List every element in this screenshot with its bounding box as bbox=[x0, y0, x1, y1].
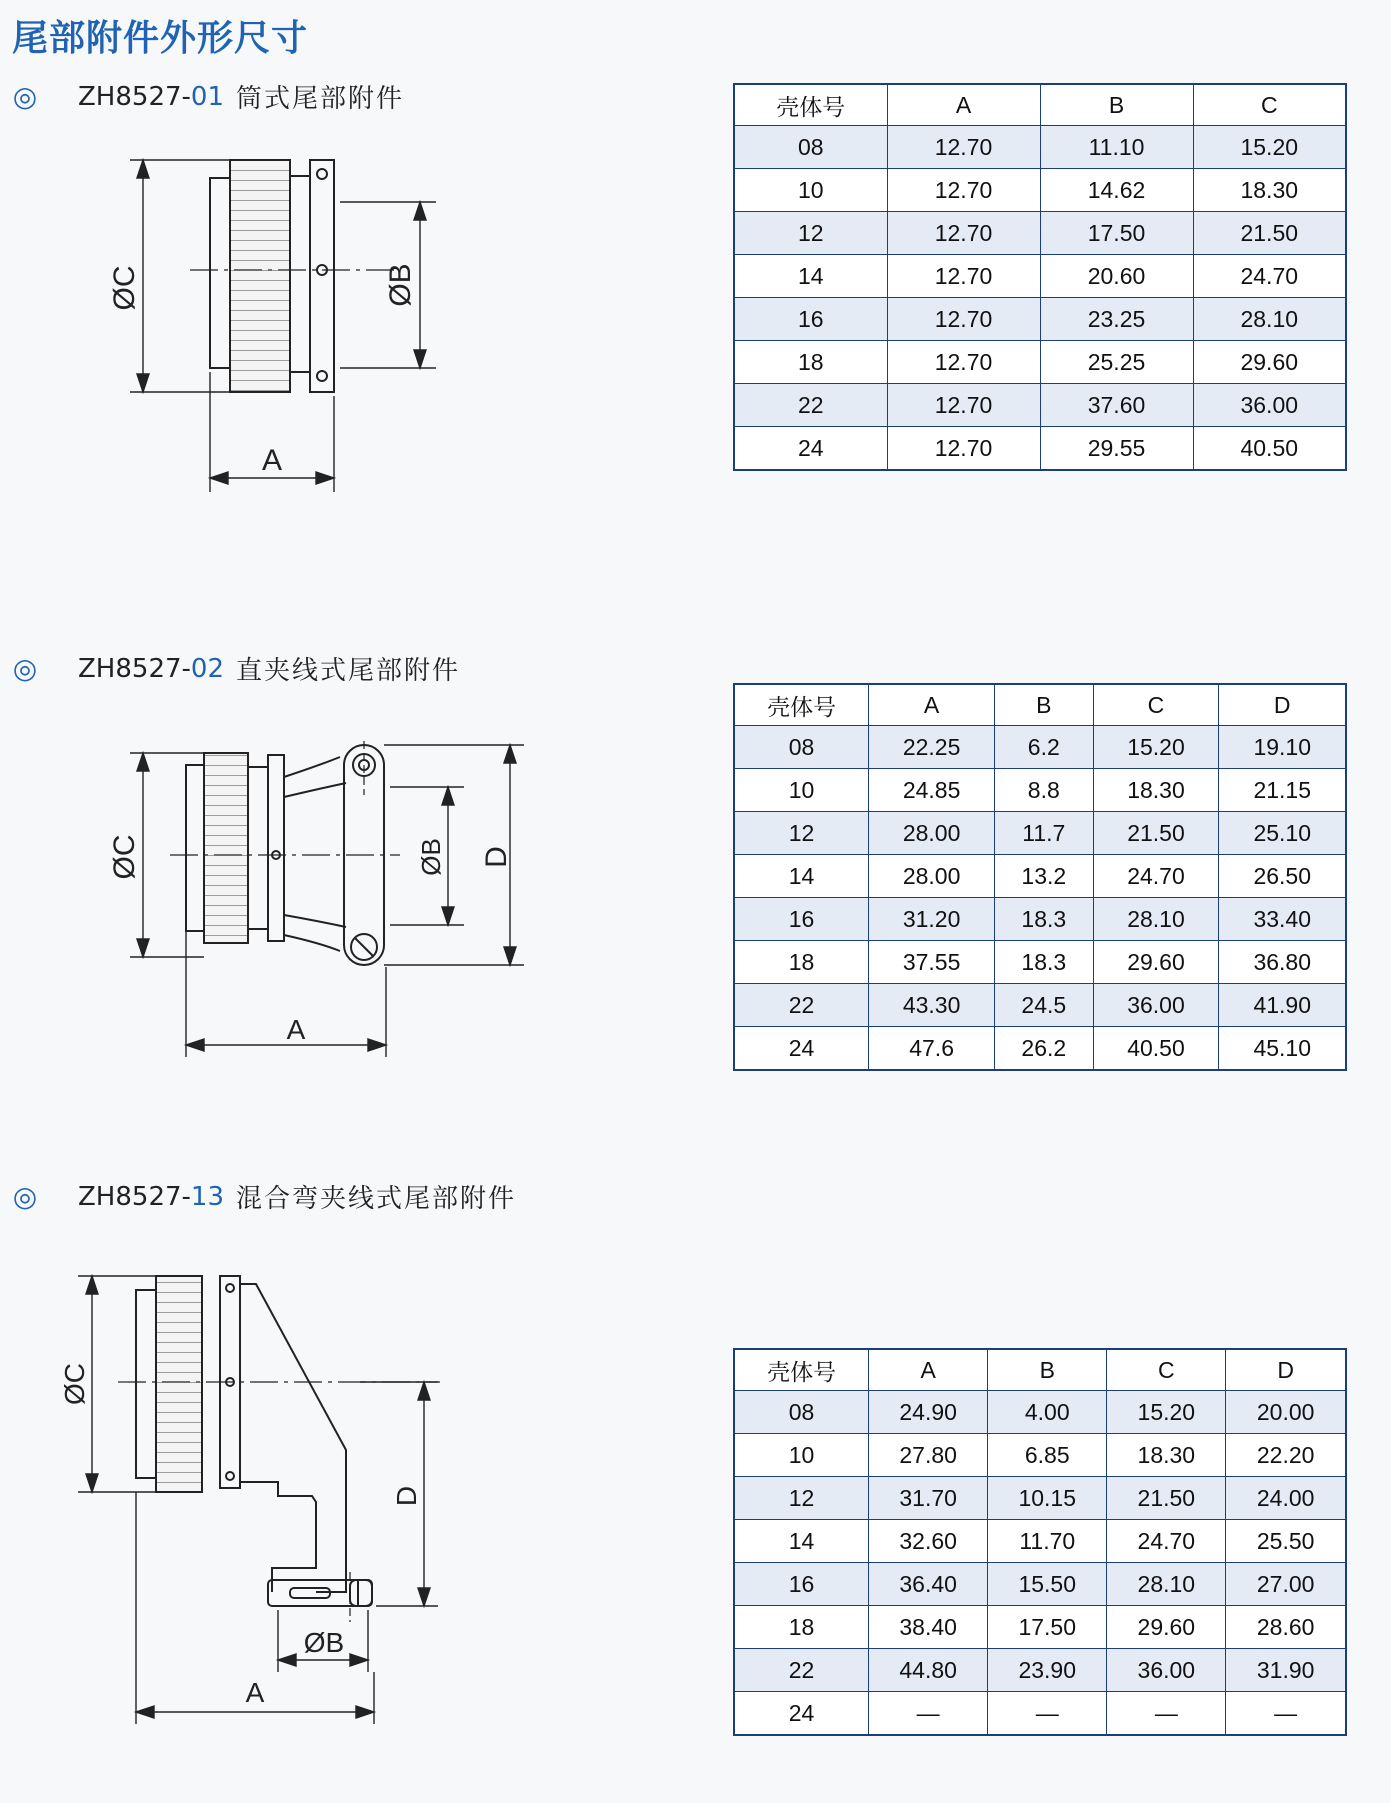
dim-label-a: A bbox=[245, 1677, 265, 1708]
column-header-c: C bbox=[1107, 1349, 1226, 1391]
dimension-cell: 19.10 bbox=[1219, 726, 1346, 769]
dimension-cell: 20.00 bbox=[1226, 1391, 1346, 1434]
dimension-cell: 12.70 bbox=[887, 298, 1040, 341]
column-header-a: A bbox=[887, 84, 1040, 126]
column-header-b: B bbox=[995, 684, 1093, 726]
dimension-cell: 10.15 bbox=[988, 1477, 1107, 1520]
section-header-01 bbox=[12, 78, 404, 115]
table-row bbox=[734, 126, 1346, 169]
section-name: 混合弯夹线式尾部附件 bbox=[236, 1184, 517, 1214]
column-header-b: B bbox=[988, 1349, 1107, 1391]
shell-size-cell: 10 bbox=[734, 1434, 869, 1477]
dimension-cell: 25.10 bbox=[1219, 812, 1346, 855]
dimension-cell: 40.50 bbox=[1193, 427, 1346, 471]
dimension-cell: 11.10 bbox=[1040, 126, 1193, 169]
shell-size-cell: 08 bbox=[734, 126, 887, 169]
dimension-table-13 bbox=[733, 1348, 1347, 1736]
dimension-cell: 15.20 bbox=[1093, 726, 1219, 769]
dimension-cell: 4.00 bbox=[988, 1391, 1107, 1434]
table-row bbox=[734, 769, 1346, 812]
dimension-cell: 36.00 bbox=[1093, 984, 1219, 1027]
dimension-cell: 36.00 bbox=[1193, 384, 1346, 427]
bullet-icon: ◎ bbox=[12, 651, 38, 685]
dim-label-c: ØC bbox=[108, 834, 141, 880]
dim-label-a: A bbox=[261, 444, 283, 477]
dim-label-b: ØB bbox=[384, 263, 417, 307]
table-row bbox=[734, 341, 1346, 384]
section-header-13 bbox=[12, 1178, 516, 1215]
table-row bbox=[734, 384, 1346, 427]
dim-label-d: D bbox=[480, 846, 513, 868]
dimension-cell: 12.70 bbox=[887, 212, 1040, 255]
section-header-02 bbox=[12, 650, 460, 687]
table-row bbox=[734, 1027, 1346, 1071]
section-name: 直夹线式尾部附件 bbox=[236, 656, 461, 686]
dimension-cell: 29.60 bbox=[1193, 341, 1346, 384]
table-row bbox=[734, 1606, 1346, 1649]
dimension-cell: 29.60 bbox=[1107, 1606, 1226, 1649]
bullet-icon: ◎ bbox=[12, 1179, 38, 1213]
table-header-row bbox=[734, 1349, 1346, 1391]
dimension-cell: 37.60 bbox=[1040, 384, 1193, 427]
dimension-cell: 24.70 bbox=[1193, 255, 1346, 298]
page-title: 尾部附件外形尺寸 bbox=[12, 18, 309, 59]
dimension-cell: 15.20 bbox=[1107, 1391, 1226, 1434]
table-row bbox=[734, 898, 1346, 941]
section-name: 筒式尾部附件 bbox=[236, 84, 405, 114]
table-row bbox=[734, 1477, 1346, 1520]
dimension-cell: 31.70 bbox=[869, 1477, 988, 1520]
dimension-cell: — bbox=[988, 1692, 1107, 1736]
column-header-d: D bbox=[1219, 684, 1346, 726]
dimension-cell: 12.70 bbox=[887, 341, 1040, 384]
dimension-cell: 15.50 bbox=[988, 1563, 1107, 1606]
dim-label-b: ØB bbox=[416, 838, 446, 876]
dimension-cell: 25.25 bbox=[1040, 341, 1193, 384]
dim-label-d: D bbox=[391, 1485, 422, 1507]
dimension-cell: 18.3 bbox=[995, 941, 1093, 984]
dimension-cell: 29.55 bbox=[1040, 427, 1193, 471]
dimension-cell: 15.20 bbox=[1193, 126, 1346, 169]
shell-size-cell: 18 bbox=[734, 1606, 869, 1649]
drawing-01-cylindrical bbox=[0, 140, 560, 510]
dimension-cell: 17.50 bbox=[988, 1606, 1107, 1649]
shell-size-cell: 18 bbox=[734, 341, 887, 384]
table-row bbox=[734, 1563, 1346, 1606]
section-code-suffix: 01 bbox=[190, 81, 225, 112]
table-header-row bbox=[734, 684, 1346, 726]
shell-size-cell: 08 bbox=[734, 1391, 869, 1434]
dimension-cell: 31.90 bbox=[1226, 1649, 1346, 1692]
dimension-cell: 32.60 bbox=[869, 1520, 988, 1563]
dimension-cell: 24.5 bbox=[995, 984, 1093, 1027]
dimension-cell: 24.90 bbox=[869, 1391, 988, 1434]
dimension-cell: 25.50 bbox=[1226, 1520, 1346, 1563]
table-row bbox=[734, 255, 1346, 298]
shell-size-cell: 10 bbox=[734, 769, 869, 812]
column-header-a: A bbox=[869, 684, 995, 726]
dimension-cell: 28.60 bbox=[1226, 1606, 1346, 1649]
dimension-cell: 44.80 bbox=[869, 1649, 988, 1692]
table-row bbox=[734, 1649, 1346, 1692]
dimension-cell: 28.00 bbox=[869, 855, 995, 898]
dimension-table-02 bbox=[733, 683, 1347, 1071]
dimension-cell: 12.70 bbox=[887, 427, 1040, 471]
dimension-cell: 28.10 bbox=[1193, 298, 1346, 341]
table-row bbox=[734, 427, 1346, 471]
table-row bbox=[734, 298, 1346, 341]
shell-size-cell: 18 bbox=[734, 941, 869, 984]
table-row bbox=[734, 1520, 1346, 1563]
dimension-cell: 27.00 bbox=[1226, 1563, 1346, 1606]
dimension-cell: 36.00 bbox=[1107, 1649, 1226, 1692]
dimension-cell: 43.30 bbox=[869, 984, 995, 1027]
dimension-cell: 26.2 bbox=[995, 1027, 1093, 1071]
dimension-cell: 38.40 bbox=[869, 1606, 988, 1649]
column-header-shell-no: 壳体号 bbox=[734, 84, 887, 126]
drawing-13-bent-clamp bbox=[0, 1262, 560, 1732]
dimension-cell: 47.6 bbox=[869, 1027, 995, 1071]
dimension-cell: 12.70 bbox=[887, 255, 1040, 298]
shell-size-cell: 24 bbox=[734, 1027, 869, 1071]
table-row bbox=[734, 855, 1346, 898]
dimension-cell: 36.80 bbox=[1219, 941, 1346, 984]
section-code-suffix: 02 bbox=[190, 653, 225, 684]
shell-size-cell: 22 bbox=[734, 384, 887, 427]
dimension-cell: 12.70 bbox=[887, 384, 1040, 427]
dimension-cell: 12.70 bbox=[887, 169, 1040, 212]
dimension-cell: 21.15 bbox=[1219, 769, 1346, 812]
dimension-cell: — bbox=[869, 1692, 988, 1736]
table-row bbox=[734, 812, 1346, 855]
shell-size-cell: 14 bbox=[734, 855, 869, 898]
bullet-icon: ◎ bbox=[12, 79, 38, 113]
dimension-cell: 18.30 bbox=[1107, 1434, 1226, 1477]
section-code-prefix: ZH8527- bbox=[78, 1181, 191, 1212]
dimension-cell: 24.00 bbox=[1226, 1477, 1346, 1520]
dimension-cell: 21.50 bbox=[1093, 812, 1219, 855]
dimension-cell: 45.10 bbox=[1219, 1027, 1346, 1071]
column-header-b: B bbox=[1040, 84, 1193, 126]
dimension-cell: 18.30 bbox=[1093, 769, 1219, 812]
table-row bbox=[734, 1391, 1346, 1434]
column-header-shell-no: 壳体号 bbox=[734, 1349, 869, 1391]
dimension-cell: 18.3 bbox=[995, 898, 1093, 941]
dimension-table-01 bbox=[733, 83, 1347, 471]
section-code-suffix: 13 bbox=[190, 1181, 225, 1212]
dimension-cell: 23.25 bbox=[1040, 298, 1193, 341]
dimension-cell: 28.00 bbox=[869, 812, 995, 855]
table-row bbox=[734, 1434, 1346, 1477]
dimension-cell: 28.10 bbox=[1107, 1563, 1226, 1606]
dim-label-c: ØC bbox=[59, 1363, 90, 1405]
dimension-cell: 21.50 bbox=[1107, 1477, 1226, 1520]
dimension-cell: 20.60 bbox=[1040, 255, 1193, 298]
dimension-cell: 22.25 bbox=[869, 726, 995, 769]
table-row bbox=[734, 941, 1346, 984]
dimension-cell: 13.2 bbox=[995, 855, 1093, 898]
table-row bbox=[734, 726, 1346, 769]
shell-size-cell: 14 bbox=[734, 255, 887, 298]
dimension-cell: 26.50 bbox=[1219, 855, 1346, 898]
section-code-prefix: ZH8527- bbox=[78, 81, 191, 112]
dimension-cell: 36.40 bbox=[869, 1563, 988, 1606]
shell-size-cell: 22 bbox=[734, 1649, 869, 1692]
dimension-cell: 12.70 bbox=[887, 126, 1040, 169]
shell-size-cell: 08 bbox=[734, 726, 869, 769]
column-header-a: A bbox=[869, 1349, 988, 1391]
shell-size-cell: 24 bbox=[734, 427, 887, 471]
table-row bbox=[734, 984, 1346, 1027]
dimension-cell: 8.8 bbox=[995, 769, 1093, 812]
dimension-cell: 24.70 bbox=[1093, 855, 1219, 898]
dimension-cell: 6.85 bbox=[988, 1434, 1107, 1477]
dimension-cell: 28.10 bbox=[1093, 898, 1219, 941]
dimension-cell: 14.62 bbox=[1040, 169, 1193, 212]
shell-size-cell: 16 bbox=[734, 298, 887, 341]
column-header-c: C bbox=[1093, 684, 1219, 726]
dimension-cell: 40.50 bbox=[1093, 1027, 1219, 1071]
dimension-cell: — bbox=[1107, 1692, 1226, 1736]
shell-size-cell: 14 bbox=[734, 1520, 869, 1563]
dimension-cell: 11.70 bbox=[988, 1520, 1107, 1563]
drawing-02-straight-clamp bbox=[0, 735, 560, 1065]
shell-size-cell: 22 bbox=[734, 984, 869, 1027]
shell-size-cell: 12 bbox=[734, 212, 887, 255]
dimension-cell: 21.50 bbox=[1193, 212, 1346, 255]
shell-size-cell: 12 bbox=[734, 1477, 869, 1520]
shell-size-cell: 16 bbox=[734, 898, 869, 941]
shell-size-cell: 10 bbox=[734, 169, 887, 212]
column-header-c: C bbox=[1193, 84, 1346, 126]
dimension-cell: 6.2 bbox=[995, 726, 1093, 769]
dim-label-a: A bbox=[286, 1014, 306, 1045]
dimension-cell: 41.90 bbox=[1219, 984, 1346, 1027]
dimension-cell: 33.40 bbox=[1219, 898, 1346, 941]
dimension-cell: 23.90 bbox=[988, 1649, 1107, 1692]
shell-size-cell: 24 bbox=[734, 1692, 869, 1736]
shell-size-cell: 12 bbox=[734, 812, 869, 855]
dimension-cell: 22.20 bbox=[1226, 1434, 1346, 1477]
dimension-cell: — bbox=[1226, 1692, 1346, 1736]
dimension-cell: 27.80 bbox=[869, 1434, 988, 1477]
shell-size-cell: 16 bbox=[734, 1563, 869, 1606]
table-header-row bbox=[734, 84, 1346, 126]
section-code-prefix: ZH8527- bbox=[78, 653, 191, 684]
dimension-cell: 37.55 bbox=[869, 941, 995, 984]
dim-label-c: ØC bbox=[108, 265, 141, 311]
table-row bbox=[734, 1692, 1346, 1736]
table-row bbox=[734, 212, 1346, 255]
dimension-cell: 24.70 bbox=[1107, 1520, 1226, 1563]
dimension-cell: 18.30 bbox=[1193, 169, 1346, 212]
table-row bbox=[734, 169, 1346, 212]
dimension-cell: 11.7 bbox=[995, 812, 1093, 855]
column-header-d: D bbox=[1226, 1349, 1346, 1391]
dimension-cell: 31.20 bbox=[869, 898, 995, 941]
dimension-cell: 24.85 bbox=[869, 769, 995, 812]
dimension-cell: 17.50 bbox=[1040, 212, 1193, 255]
dim-label-b: ØB bbox=[303, 1627, 345, 1658]
column-header-shell-no: 壳体号 bbox=[734, 684, 869, 726]
dimension-cell: 29.60 bbox=[1093, 941, 1219, 984]
